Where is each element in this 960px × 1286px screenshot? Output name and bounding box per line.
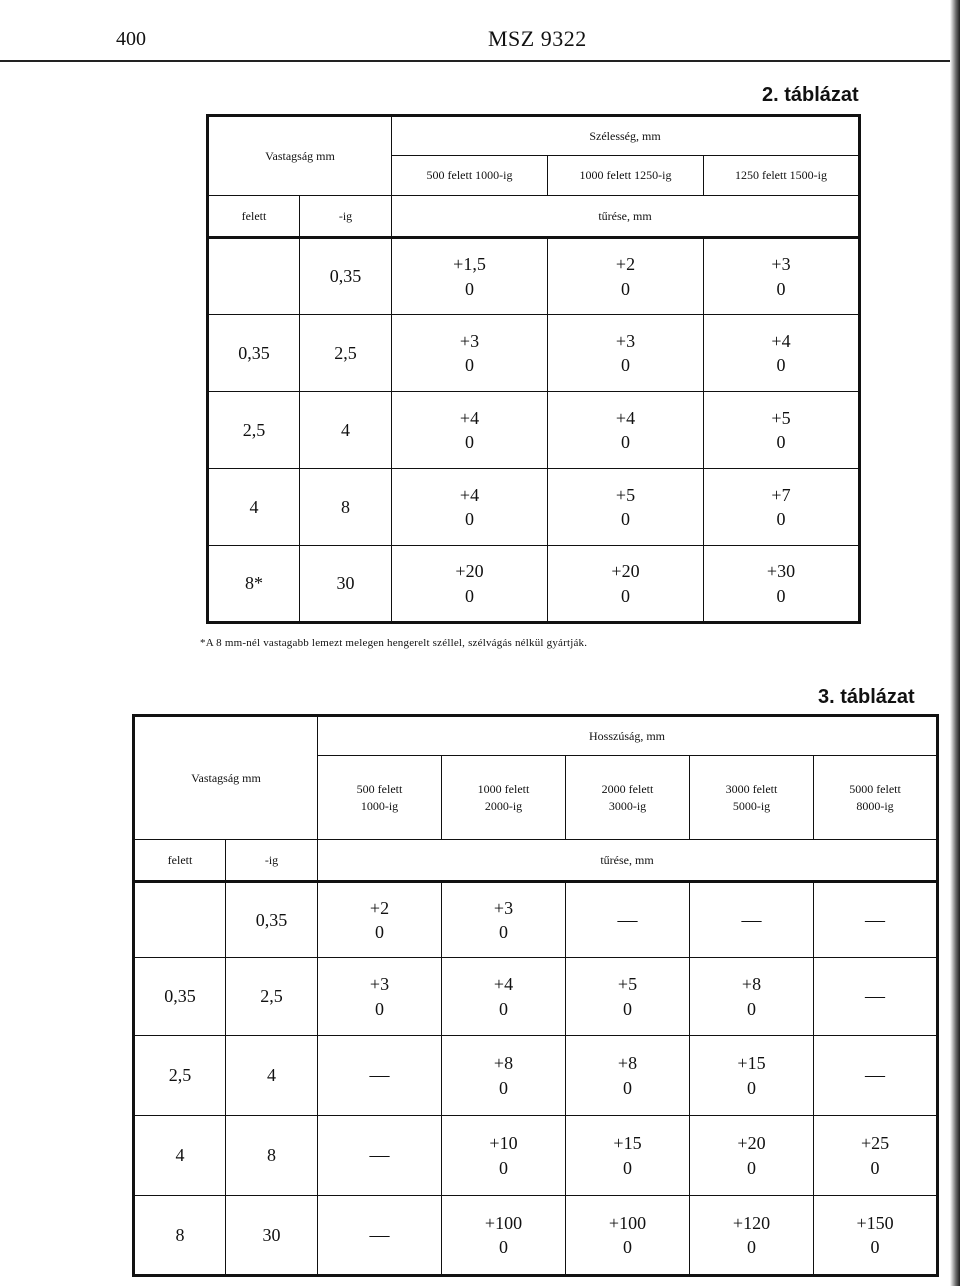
tolerance-upper: — [865, 908, 886, 931]
tolerance-upper: — [865, 985, 886, 1007]
tolerance-upper: +3 [771, 254, 791, 275]
tolerance-lower: 0 [375, 998, 384, 1019]
tolerance-upper: +20 [455, 561, 484, 582]
table3-felett-label: felett [134, 840, 226, 882]
table3-tolerance-cell [442, 1036, 566, 1116]
table3-tolerance-cell [690, 958, 814, 1036]
table3-row-from: 4 [134, 1116, 226, 1196]
tolerance-upper: +8 [493, 1053, 514, 1074]
tolerance-upper: +100 [484, 1212, 523, 1233]
header-rule [0, 60, 960, 62]
table2-row-to: 4 [300, 392, 392, 469]
tolerance-upper: +8 [741, 974, 762, 995]
tolerance-lower: 0 [776, 585, 786, 606]
tolerance-upper: +4 [459, 484, 480, 505]
table2-width-tolerance [206, 114, 861, 624]
tolerance-lower: 0 [499, 1077, 508, 1098]
table2-caption: 2. táblázat [762, 84, 859, 106]
table3-row-to: 2,5 [226, 958, 318, 1036]
tolerance-lower: 0 [621, 509, 630, 529]
tolerance-upper: +15 [613, 1133, 642, 1154]
table2-tolerance-cell [392, 392, 548, 469]
tolerance-lower: 0 [375, 922, 384, 942]
table3-tolerance-cell [814, 1196, 938, 1276]
tolerance-upper: +5 [771, 407, 791, 428]
table2-tolerance-cell [548, 238, 704, 315]
table3-tolerance-cell [690, 1116, 814, 1196]
table3-row-from: 2,5 [134, 1036, 226, 1116]
table2-row-to: 8 [300, 469, 392, 546]
table3-tolerance-cell [566, 1196, 690, 1276]
tolerance-upper: +10 [489, 1133, 518, 1154]
tolerance-upper: +2 [369, 897, 390, 918]
table3-tolerance-cell [690, 1196, 814, 1276]
tolerance-upper: +20 [737, 1133, 766, 1154]
table3-tolerance-cell [442, 882, 566, 958]
col-header-line: 3000 felett [725, 782, 778, 797]
tolerance-lower: 0 [870, 1237, 880, 1257]
table3-tolerance-cell [814, 958, 938, 1036]
tolerance-upper: +25 [860, 1133, 890, 1154]
tolerance-upper: +1,5 [453, 254, 486, 275]
table2-tolerance-cell [392, 469, 548, 546]
table3-tolerance-cell [318, 1036, 442, 1116]
tolerance-upper: +30 [766, 561, 796, 582]
tolerance-upper: +120 [732, 1212, 771, 1233]
table3-tolerance-cell [690, 882, 814, 958]
tolerance-lower: 0 [499, 1237, 508, 1257]
tolerance-upper: — [369, 1223, 390, 1246]
table2-tolerance-cell [392, 238, 548, 315]
standard-id: MSZ 9322 [488, 26, 587, 51]
tolerance-upper: +100 [608, 1212, 647, 1233]
tolerance-lower: 0 [623, 1237, 632, 1257]
table2-ig-label: -ig [300, 196, 392, 238]
table2-row-from: 4 [208, 469, 300, 546]
table2-tolerance-cell [704, 238, 860, 315]
tolerance-upper: +5 [615, 484, 636, 505]
table2-tolerance-cell [704, 315, 860, 392]
tolerance-lower: 0 [623, 998, 632, 1019]
table2-tolerance-cell [548, 469, 704, 546]
tolerance-lower: 0 [776, 355, 786, 375]
table2-row-from: 2,5 [208, 392, 300, 469]
table3-col-header [690, 756, 814, 840]
tolerance-upper: — [369, 1064, 390, 1086]
tolerance-upper: +7 [771, 484, 791, 505]
table2-row-to: 0,35 [300, 238, 392, 315]
table3-tolerance-cell [318, 958, 442, 1036]
table3-tolerance-cell [566, 1036, 690, 1116]
table3-tolerance-cell [318, 1116, 442, 1196]
table2-col-header: 500 felett 1000-ig [392, 156, 548, 196]
col-header-line: 5000 felett [849, 782, 901, 797]
table2-col-header: 1250 felett 1500-ig [704, 156, 860, 196]
tolerance-lower: 0 [621, 432, 630, 452]
table2-felett-label: felett [208, 196, 300, 238]
tolerance-upper: +4 [459, 407, 480, 428]
table2-row-from: 0,35 [208, 315, 300, 392]
table3-tolerance-cell [442, 1116, 566, 1196]
tolerance-lower: 0 [499, 922, 508, 942]
table3-tolerance-cell [318, 882, 442, 958]
table3-tolerance-header: tűrése, mm [318, 840, 938, 882]
table3-row-to: 30 [226, 1196, 318, 1276]
tolerance-upper: +3 [369, 974, 390, 995]
page-number: 400 [116, 28, 146, 50]
col-header-line: 1000-ig [360, 798, 399, 813]
tolerance-lower: 0 [499, 998, 508, 1019]
tolerance-upper: +3 [615, 330, 636, 351]
table3-tolerance-cell [566, 958, 690, 1036]
col-header-line: 2000-ig [484, 798, 523, 813]
table3-row-from: 8 [134, 1196, 226, 1276]
table3-col-header [814, 756, 938, 840]
table3-row-to: 0,35 [226, 882, 318, 958]
table2-tolerance-cell [392, 546, 548, 623]
tolerance-upper: +150 [856, 1212, 894, 1233]
col-header-line: 500 felett [356, 782, 403, 797]
tolerance-lower: 0 [870, 1157, 880, 1178]
tolerance-lower: 0 [776, 432, 786, 452]
table2-tolerance-cell [548, 315, 704, 392]
tolerance-lower: 0 [621, 355, 630, 375]
scan-edge-shadow [950, 0, 960, 1286]
tolerance-lower: 0 [623, 1077, 632, 1098]
col-header-line: 2000 felett [601, 782, 654, 797]
table3-tolerance-cell [442, 958, 566, 1036]
table3-row-to: 4 [226, 1036, 318, 1116]
table3-col-header [566, 756, 690, 840]
table2-tolerance-cell [392, 315, 548, 392]
tolerance-upper: +15 [737, 1053, 766, 1074]
tolerance-upper: +5 [617, 974, 638, 995]
tolerance-lower: 0 [747, 1157, 756, 1178]
tolerance-lower: 0 [747, 1077, 756, 1098]
table3-row-to: 8 [226, 1116, 318, 1196]
table2-row-to: 30 [300, 546, 392, 623]
table2-width-header: Szélesség, mm [392, 116, 860, 156]
tolerance-upper: +3 [459, 330, 480, 351]
tolerance-lower: 0 [465, 509, 474, 529]
table2-tolerance-cell [548, 392, 704, 469]
tolerance-upper: — [741, 908, 762, 931]
tolerance-lower: 0 [747, 1237, 756, 1257]
table2-tolerance-cell [704, 469, 860, 546]
tolerance-upper: +2 [615, 254, 636, 275]
tolerance-lower: 0 [623, 1157, 632, 1178]
tolerance-upper: +8 [617, 1053, 638, 1074]
table3-tolerance-cell [318, 1196, 442, 1276]
tolerance-lower: 0 [776, 278, 786, 299]
tolerance-upper: +20 [611, 561, 640, 582]
table3-tolerance-cell [814, 882, 938, 958]
tolerance-lower: 0 [621, 585, 630, 606]
tolerance-upper: +4 [771, 330, 791, 351]
table2-row-to: 2,5 [300, 315, 392, 392]
table3-tolerance-cell [566, 1116, 690, 1196]
table3-thickness-header: Vastagság mm [134, 716, 318, 840]
table3-length-tolerance [132, 714, 939, 1277]
table3-col-header [318, 756, 442, 840]
table2-row-from: 8* [208, 546, 300, 623]
table2-tolerance-cell [704, 546, 860, 623]
table2-row-from [208, 238, 300, 315]
table3-row-from [134, 882, 226, 958]
table3-tolerance-cell [442, 1196, 566, 1276]
col-header-line: 3000-ig [608, 798, 647, 813]
table2-tolerance-header: tűrése, mm [392, 196, 860, 238]
table3-ig-label: -ig [226, 840, 318, 882]
tolerance-lower: 0 [465, 278, 474, 299]
tolerance-lower: 0 [747, 998, 756, 1019]
tolerance-upper: — [369, 1144, 390, 1166]
table3-tolerance-cell [814, 1036, 938, 1116]
tolerance-lower: 0 [465, 585, 474, 606]
table3-tolerance-cell [814, 1116, 938, 1196]
table2-footnote: *A 8 mm-nél vastagabb lemezt melegen hengerelt széllel, szélvágás nélkül gyártják. [200, 637, 588, 649]
tolerance-upper: +3 [493, 897, 514, 918]
tolerance-upper: +4 [493, 974, 514, 995]
tolerance-lower: 0 [499, 1157, 508, 1178]
tolerance-lower: 0 [465, 355, 474, 375]
table2-tolerance-cell [548, 546, 704, 623]
table3-caption: 3. táblázat [818, 686, 915, 708]
table2-thickness-header: Vastagság mm [208, 116, 392, 196]
tolerance-upper: +4 [615, 407, 636, 428]
tolerance-lower: 0 [776, 509, 786, 529]
col-header-line: 5000-ig [732, 798, 771, 813]
table3-col-header [442, 756, 566, 840]
table3-row-from: 0,35 [134, 958, 226, 1036]
tolerance-lower: 0 [621, 278, 630, 299]
tolerance-upper: — [865, 1064, 886, 1086]
tolerance-lower: 0 [465, 432, 474, 452]
table3-tolerance-cell [690, 1036, 814, 1116]
table3-tolerance-cell [566, 882, 690, 958]
col-header-line: 1000 felett [477, 782, 530, 797]
table2-tolerance-cell [704, 392, 860, 469]
col-header-line: 8000-ig [856, 798, 894, 813]
page-header [0, 0, 960, 60]
table3-length-header: Hosszúság, mm [318, 716, 938, 756]
table2-col-header: 1000 felett 1250-ig [548, 156, 704, 196]
tolerance-upper: — [617, 908, 638, 931]
